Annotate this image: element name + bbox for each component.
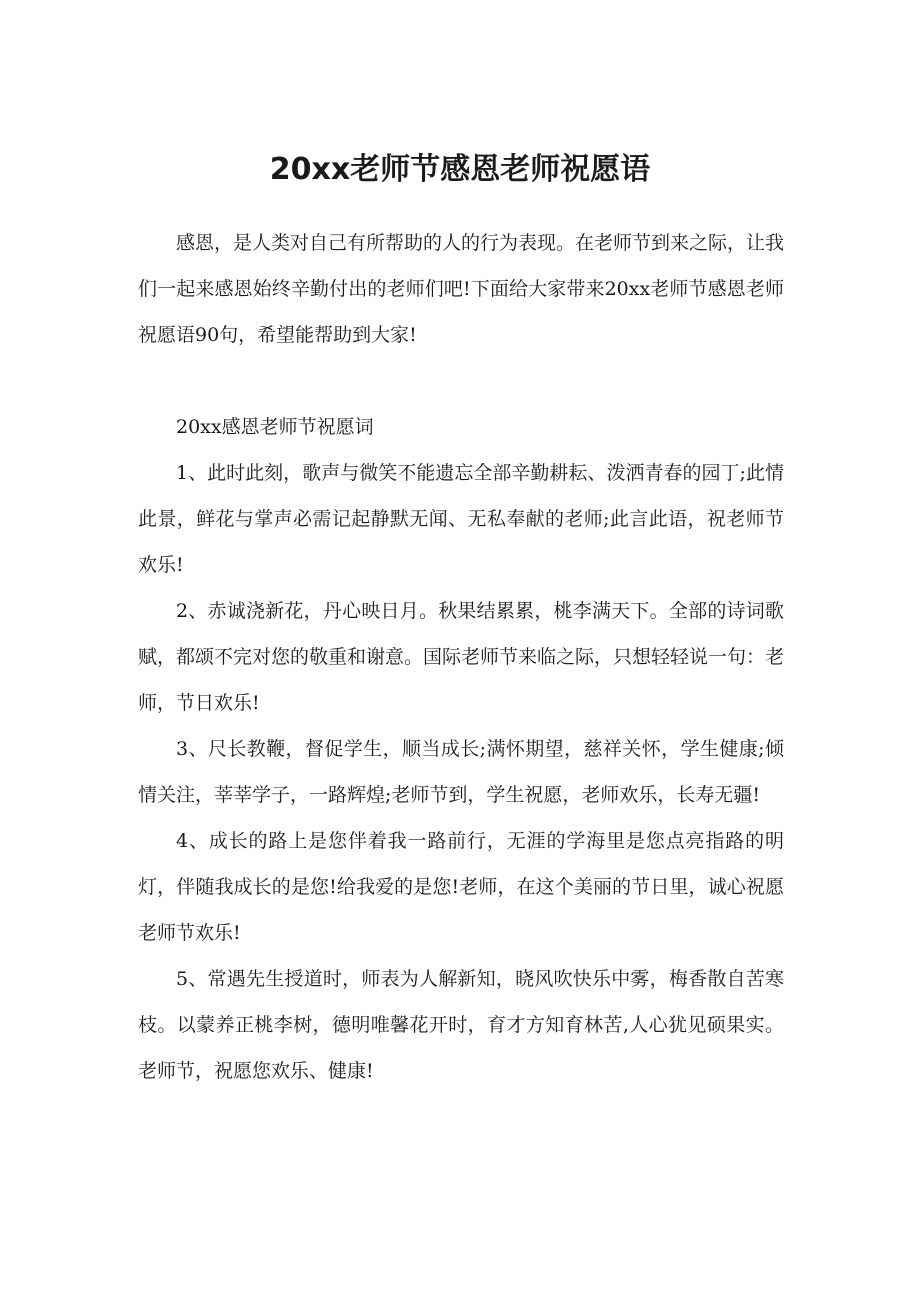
- paragraph-spacer: [138, 358, 784, 404]
- section-heading: 20xx感恩老师节祝愿词: [176, 416, 374, 438]
- document-title: 20xx老师节感恩老师祝愿语: [269, 152, 651, 187]
- document-body: [138, 220, 784, 1094]
- wish-item-3: 3、尺长教鞭，督促学生，顺当成长;满怀期望，慈祥关怀，学生健康;倾情关注，莘莘学子，一路辉煌;老师节到，学生祝愿，老师欢乐，长寿无疆!: [138, 738, 784, 806]
- wish-item-2: 2、赤诚浇新花，丹心映日月。秋果结累累，桃李满天下。全部的诗词歌赋，都颂不完对您的敬重和谢意。国际老师节来临之际，只想轻轻说一句：老师，节日欢乐!: [138, 600, 785, 714]
- wish-item-4: 4、成长的路上是您伴着我一路前行，无涯的学海里是您点亮指路的明灯，伴随我成长的是您!给我爱的是您!老师，在这个美丽的节日里，诚心祝愿老师节欢乐!: [138, 830, 784, 944]
- wish-item-1: 1、此时此刻，歌声与微笑不能遗忘全部辛勤耕耘、泼洒青春的园丁;此情此景，鲜花与掌声必需记起静默无闻、无私奉献的老师;此言此语，祝老师节欢乐!: [138, 462, 784, 576]
- intro-paragraph: 感恩，是人类对自己有所帮助的人的行为表现。在老师节到来之际，让我们一起来感恩始终辛勤付出的老师们吧!下面给大家带来20xx老师节感恩老师祝愿语90句，希望能帮助到大家!: [138, 232, 785, 346]
- wish-item-5: 5、常遇先生授道时，师表为人解新知，晓风吹快乐中雾，梅香散自苦寒枝。以蒙养正桃李树，德明唯馨花开时，育才方知育林苦,人心犹见硕果实。老师节，祝愿您欢乐、健康!: [138, 968, 784, 1082]
